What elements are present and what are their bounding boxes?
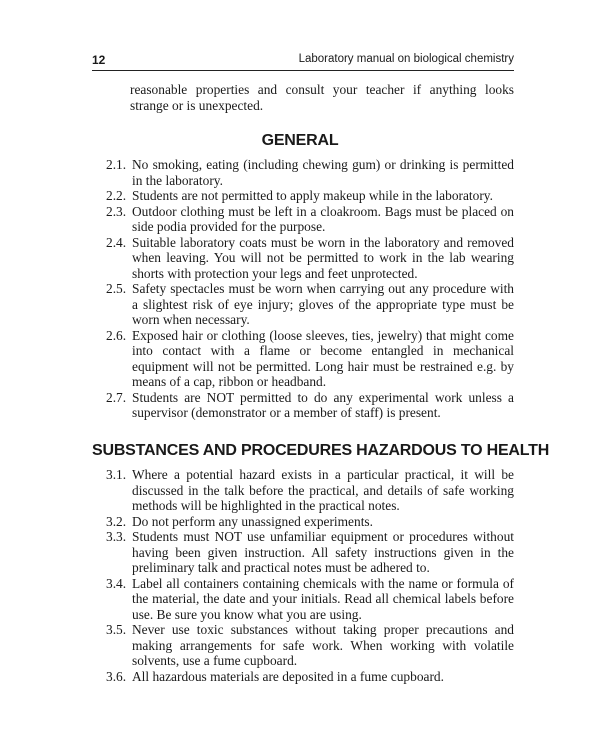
rule-item-3-6 [106,669,514,685]
running-title: Laboratory manual on biological chemistry [298,53,514,65]
rule-text: Label all containers containing chemicals with the name or formula of the material, the date and your initials. Read all chemical labels before use. Be sure you know what you are using. [132,575,514,622]
rule-number: 3.2. [106,513,127,529]
rule-text: Do not perform any unassigned experiments. [132,513,373,529]
rule-number: 2.3. [106,203,127,219]
rule-number: 3.5. [106,622,127,637]
rule-text: Suitable laboratory coats must be worn in the laboratory and removed when leaving. You will not be permitted to work in the lab wearing shorts with protection your legs and feet unprotected. [132,234,514,281]
rule-number: 3.6. [106,668,127,684]
rule-item-2-2 [106,188,514,204]
rule-item-2-3 [106,204,514,235]
rule-item-2-6 [106,328,514,390]
general-rules-list [106,157,514,421]
rule-text: Students must NOT use unfamiliar equipment or procedures without having been given instruction. All safety instructions given in the preliminary talk and practical notes must be adhered to. [132,529,514,575]
rule-number: 3.1. [106,467,127,482]
rule-number: 3.4. [106,575,127,591]
page-header [92,52,514,71]
rule-text: No smoking, eating (including chewing gum) or drinking is permitted in the laboratory. [132,157,514,188]
rule-number: 2.2. [106,188,127,203]
rule-text: Students are not permitted to apply makeup while in the laboratory. [132,188,493,203]
rule-text: Where a potential hazard exists in a particular practical, it will be discussed in the talk before the practical, and details of safe working methods will be highlighted in the practical notes. [132,467,514,513]
rule-number: 2.7. [106,389,127,405]
rule-text: Never use toxic substances without taking proper precautions and making arrangements for safe work. When working with volatile solvents, use a fume cupboard. [132,622,514,668]
section-heading-hazardous: SUBSTANCES AND PROCEDURES HAZARDOUS TO HEALTH [92,442,550,459]
section-heading-general: GENERAL [261,132,339,149]
hazard-rules-list [106,467,514,684]
rule-text: All hazardous materials are deposited in a fume cupboard. [132,668,444,684]
rule-number: 2.4. [106,234,127,250]
rule-text: Safety spectacles must be worn when carrying out any procedure with a slightest risk of eye injury; gloves of the appropriate type must be worn when necessary. [132,281,514,327]
rule-item-3-3 [106,529,514,576]
rule-item-2-1 [106,157,514,188]
rule-text: Outdoor clothing must be left in a cloakroom. Bags must be placed on side podia provided for the purpose. [132,203,514,234]
rule-item-2-4 [106,235,514,282]
rule-item-2-7 [106,390,514,421]
rule-number: 2.5. [106,281,127,296]
rule-number: 3.3. [106,529,127,544]
rule-item-3-4 [106,576,514,623]
continuation-paragraph: reasonable properties and consult your teacher if anything looks strange or is unexpected. [130,82,514,113]
rule-text: Exposed hair or clothing (loose sleeves, ties, jewelry) that might come into contact with a flame or become entangled in mechanical equipment will not be permitted. Long hair must be restrained e.g. by means of a cap, ribbon or headband. [132,327,514,389]
rule-item-2-5 [106,281,514,328]
page-number: 12 [92,53,106,67]
rule-text: Students are NOT permitted to do any experimental work unless a supervisor (demonstrator or a member of staff) is present. [132,389,514,420]
rule-item-3-5 [106,622,514,669]
rule-number: 2.6. [106,327,127,343]
rule-item-3-2 [106,514,514,530]
rule-number: 2.1. [106,157,127,172]
rule-item-3-1 [106,467,514,514]
